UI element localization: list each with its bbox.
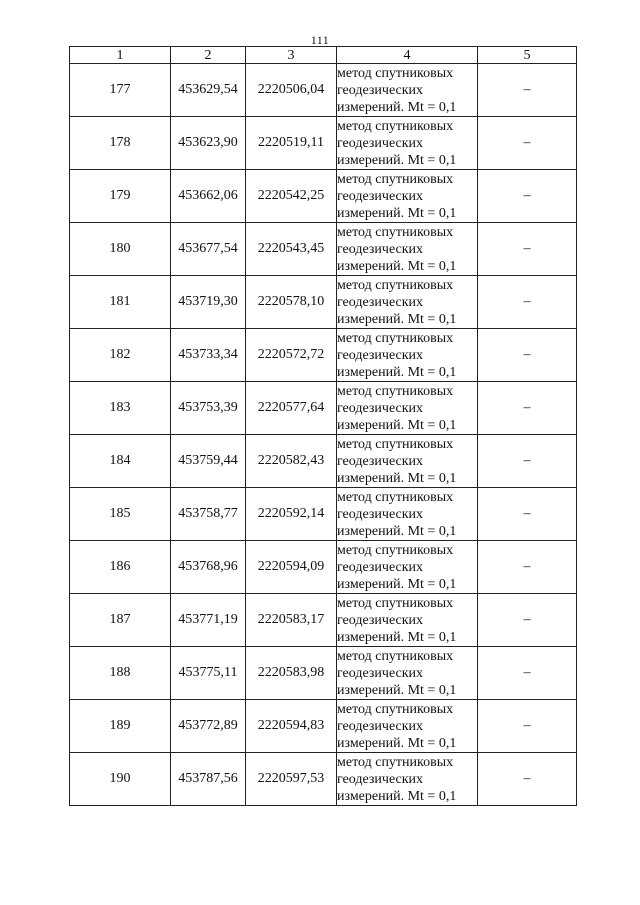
method-line: геодезических — [337, 665, 424, 681]
x-coordinate-cell: 453719,30 — [171, 276, 246, 329]
method-line: геодезических — [337, 82, 424, 98]
method-cell — [337, 276, 478, 329]
point-number-cell: 190 — [70, 753, 171, 806]
y-coordinate-cell: 2220583,17 — [246, 594, 337, 647]
method-cell — [337, 170, 478, 223]
x-coordinate-cell: 453787,56 — [171, 753, 246, 806]
method-line: измерений. Mt = 0,1 — [337, 258, 457, 274]
method-line: геодезических — [337, 559, 424, 575]
y-coordinate-cell: 2220583,98 — [246, 647, 337, 700]
method-line: измерений. Mt = 0,1 — [337, 629, 457, 645]
method-line: измерений. Mt = 0,1 — [337, 205, 457, 221]
table-row — [70, 223, 577, 276]
method-line: измерений. Mt = 0,1 — [337, 682, 457, 698]
table-row — [70, 647, 577, 700]
method-line: измерений. Mt = 0,1 — [337, 523, 457, 539]
method-line: метод спутниковых — [337, 330, 454, 346]
x-coordinate-cell: 453758,77 — [171, 488, 246, 541]
header-col-3: 3 — [246, 47, 337, 64]
point-number-cell: 182 — [70, 329, 171, 382]
method-line: метод спутниковых — [337, 754, 454, 770]
point-number-cell: 189 — [70, 700, 171, 753]
method-cell — [337, 223, 478, 276]
point-number-cell: 186 — [70, 541, 171, 594]
header-col-4: 4 — [337, 47, 478, 64]
table-row — [70, 435, 577, 488]
method-line: измерений. Mt = 0,1 — [337, 470, 457, 486]
method-line: геодезических — [337, 188, 424, 204]
y-coordinate-cell: 2220572,72 — [246, 329, 337, 382]
method-line: метод спутниковых — [337, 118, 454, 134]
method-cell — [337, 594, 478, 647]
y-coordinate-cell: 2220594,09 — [246, 541, 337, 594]
method-line: метод спутниковых — [337, 436, 454, 452]
note-cell: – — [478, 170, 577, 223]
y-coordinate-cell: 2220543,45 — [246, 223, 337, 276]
table-row — [70, 276, 577, 329]
point-number-cell: 185 — [70, 488, 171, 541]
method-line: метод спутниковых — [337, 277, 454, 293]
method-line: метод спутниковых — [337, 648, 454, 664]
method-cell — [337, 117, 478, 170]
method-line: геодезических — [337, 294, 424, 310]
y-coordinate-cell: 2220597,53 — [246, 753, 337, 806]
point-number-cell: 184 — [70, 435, 171, 488]
method-line: метод спутниковых — [337, 383, 454, 399]
y-coordinate-cell: 2220506,04 — [246, 64, 337, 117]
method-cell — [337, 647, 478, 700]
x-coordinate-cell: 453753,39 — [171, 382, 246, 435]
note-cell: – — [478, 276, 577, 329]
point-number-cell: 183 — [70, 382, 171, 435]
point-number-cell: 180 — [70, 223, 171, 276]
table-row — [70, 541, 577, 594]
method-cell — [337, 753, 478, 806]
method-line: измерений. Mt = 0,1 — [337, 417, 457, 433]
method-line: геодезических — [337, 453, 424, 469]
method-line: метод спутниковых — [337, 171, 454, 187]
x-coordinate-cell: 453623,90 — [171, 117, 246, 170]
method-line: геодезических — [337, 241, 424, 257]
point-number-cell: 181 — [70, 276, 171, 329]
method-line: метод спутниковых — [337, 595, 454, 611]
y-coordinate-cell: 2220578,10 — [246, 276, 337, 329]
x-coordinate-cell: 453629,54 — [171, 64, 246, 117]
method-cell — [337, 64, 478, 117]
note-cell: – — [478, 382, 577, 435]
table-row — [70, 700, 577, 753]
method-line: метод спутниковых — [337, 701, 454, 717]
point-number-cell: 178 — [70, 117, 171, 170]
x-coordinate-cell: 453733,34 — [171, 329, 246, 382]
y-coordinate-cell: 2220542,25 — [246, 170, 337, 223]
method-line: геодезических — [337, 400, 424, 416]
note-cell: – — [478, 64, 577, 117]
note-cell: – — [478, 435, 577, 488]
method-line: геодезических — [337, 771, 424, 787]
x-coordinate-cell: 453662,06 — [171, 170, 246, 223]
method-line: измерений. Mt = 0,1 — [337, 576, 457, 592]
x-coordinate-cell: 453759,44 — [171, 435, 246, 488]
method-line: измерений. Mt = 0,1 — [337, 788, 457, 804]
header-col-5: 5 — [478, 47, 577, 64]
method-cell — [337, 488, 478, 541]
method-line: геодезических — [337, 347, 424, 363]
method-cell — [337, 435, 478, 488]
point-number-cell: 179 — [70, 170, 171, 223]
header-col-2: 2 — [171, 47, 246, 64]
page-number: 111 — [310, 33, 330, 47]
method-line: метод спутниковых — [337, 489, 454, 505]
point-number-cell: 188 — [70, 647, 171, 700]
method-cell — [337, 382, 478, 435]
method-line: метод спутниковых — [337, 65, 454, 81]
table-header — [70, 47, 577, 64]
y-coordinate-cell: 2220594,83 — [246, 700, 337, 753]
table-row — [70, 594, 577, 647]
method-line: метод спутниковых — [337, 542, 454, 558]
method-line: измерений. Mt = 0,1 — [337, 152, 457, 168]
note-cell: – — [478, 594, 577, 647]
method-line: геодезических — [337, 718, 424, 734]
note-cell: – — [478, 753, 577, 806]
method-line: измерений. Mt = 0,1 — [337, 364, 457, 380]
table-row — [70, 64, 577, 117]
note-cell: – — [478, 700, 577, 753]
method-line: геодезических — [337, 135, 424, 151]
header-row — [70, 47, 577, 64]
note-cell: – — [478, 541, 577, 594]
table-row — [70, 753, 577, 806]
x-coordinate-cell: 453771,19 — [171, 594, 246, 647]
header-col-1: 1 — [70, 47, 171, 64]
note-cell: – — [478, 329, 577, 382]
note-cell: – — [478, 647, 577, 700]
y-coordinate-cell: 2220582,43 — [246, 435, 337, 488]
x-coordinate-cell: 453775,11 — [171, 647, 246, 700]
table-row — [70, 488, 577, 541]
method-line: измерений. Mt = 0,1 — [337, 311, 457, 327]
method-line: геодезических — [337, 612, 424, 628]
table-row — [70, 382, 577, 435]
method-cell — [337, 541, 478, 594]
x-coordinate-cell: 453768,96 — [171, 541, 246, 594]
y-coordinate-cell: 2220592,14 — [246, 488, 337, 541]
method-line: измерений. Mt = 0,1 — [337, 99, 457, 115]
note-cell: – — [478, 117, 577, 170]
x-coordinate-cell: 453772,89 — [171, 700, 246, 753]
table-row — [70, 329, 577, 382]
method-cell — [337, 700, 478, 753]
y-coordinate-cell: 2220577,64 — [246, 382, 337, 435]
table-row — [70, 117, 577, 170]
x-coordinate-cell: 453677,54 — [171, 223, 246, 276]
coordinates-table — [69, 46, 577, 806]
method-line: метод спутниковых — [337, 224, 454, 240]
table-row — [70, 170, 577, 223]
method-line: измерений. Mt = 0,1 — [337, 735, 457, 751]
note-cell: – — [478, 223, 577, 276]
y-coordinate-cell: 2220519,11 — [246, 117, 337, 170]
method-cell — [337, 329, 478, 382]
table-body — [70, 64, 577, 806]
method-line: геодезических — [337, 506, 424, 522]
note-cell: – — [478, 488, 577, 541]
point-number-cell: 177 — [70, 64, 171, 117]
point-number-cell: 187 — [70, 594, 171, 647]
